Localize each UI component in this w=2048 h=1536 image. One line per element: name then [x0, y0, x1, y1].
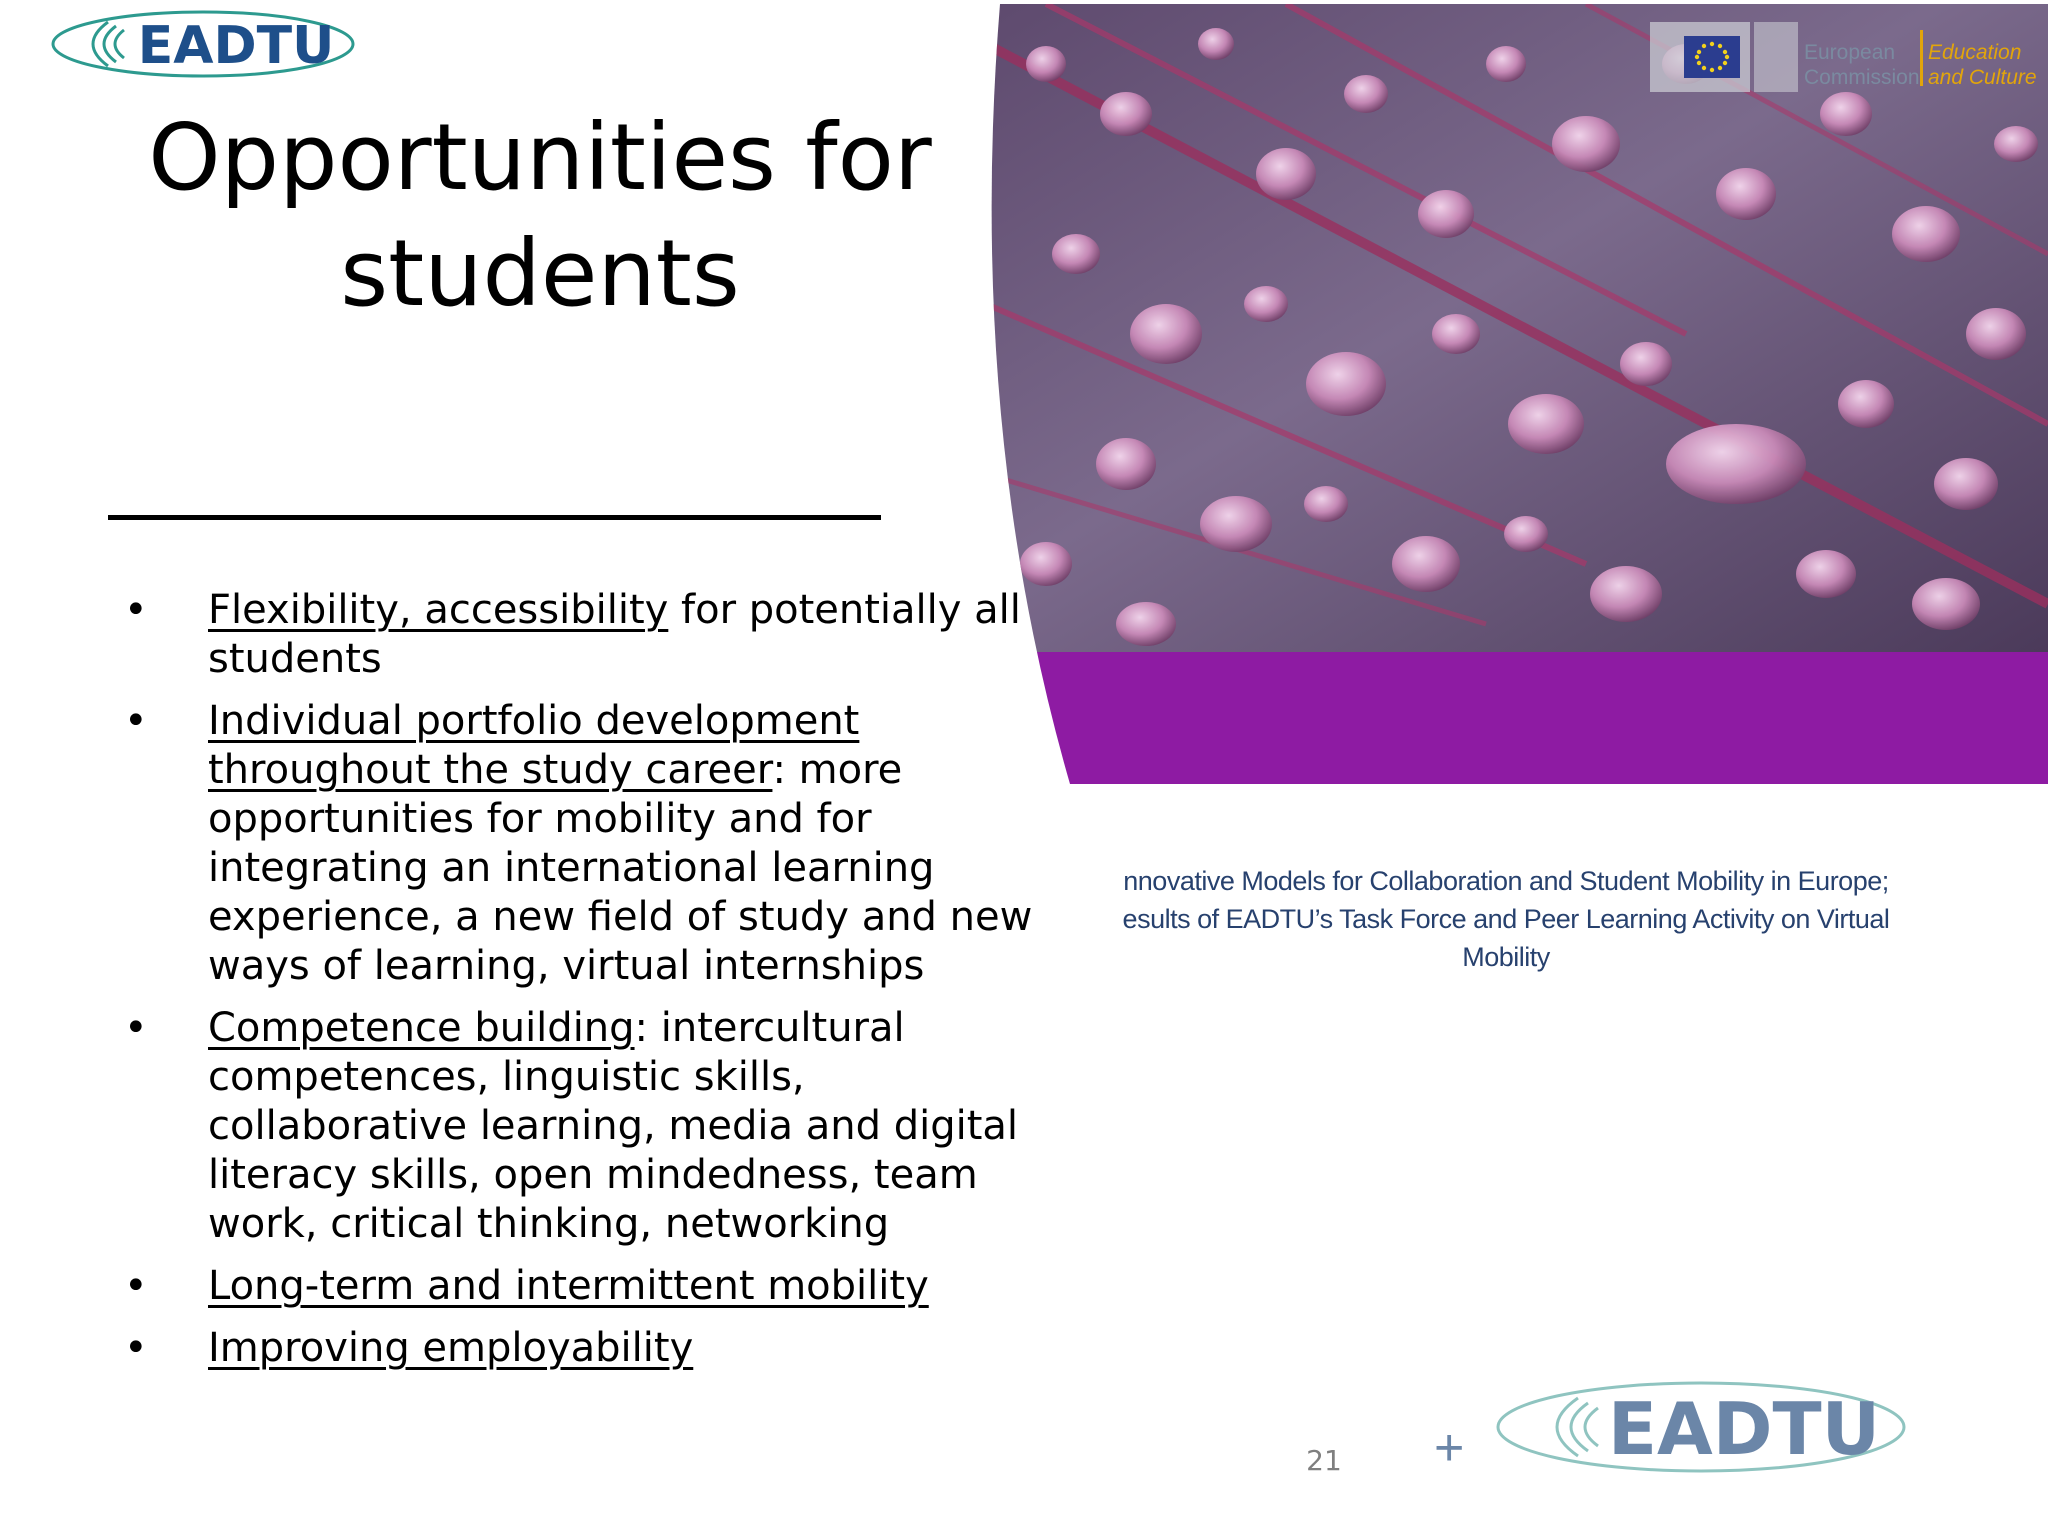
european-commission-label [1804, 40, 1920, 90]
bullet-underlined-text: Flexibility, accessibility [208, 587, 669, 633]
ec-dg-line1: Education [1928, 41, 2022, 64]
eadtu-logo-top [50, 8, 356, 80]
bullet-underlined-text: Competence building [208, 1005, 635, 1051]
bullet-underlined-text: Long-term and intermittent mobility [208, 1263, 929, 1309]
bullet-item [120, 1262, 1050, 1311]
bullet-item [120, 1004, 1050, 1249]
eadtu-logo-bottom [1494, 1378, 1908, 1476]
page-number: 21 [1306, 1444, 1342, 1477]
bullet-item [120, 586, 1050, 684]
bullet-text: : more opportunities for mobility and for integrating an international learning experience, a new field of study and new ways of learning, virtual internships [208, 747, 1033, 989]
ec-dg-line2: and Culture [1928, 66, 2037, 89]
bullet-marker: • [124, 698, 148, 744]
report-cover-image [986, 4, 2048, 800]
slide-title-line1: Opportunities for [148, 104, 932, 211]
bullet-item [120, 697, 1050, 991]
bullet-underlined-text: Improving employability [208, 1325, 694, 1371]
slide-title [60, 100, 1020, 332]
eadtu-logo-top-text: EADTU [137, 16, 335, 76]
report-caption-line1: nnovative Models for Collaboration and Student Mobility in Europe; [1123, 866, 1889, 896]
education-culture-label [1928, 40, 2037, 90]
eadtu-logo-bottom-text: EADTU [1607, 1387, 1881, 1471]
plus-icon: + [1434, 1419, 1465, 1477]
bullet-marker: • [124, 1263, 148, 1309]
eadtu-logo-top-graphic [50, 8, 356, 80]
ec-name-line1: European [1804, 41, 1896, 64]
report-caption [1096, 862, 1916, 976]
bullet-text: : intercultural competences, linguistic skills, collaborative learning, media and digital literacy skills, open mindedness, team work, critical thinking, networking [208, 1005, 1019, 1247]
bullet-list [120, 586, 1050, 1386]
bullet-marker: • [124, 1005, 148, 1051]
bullet-underlined-text: Individual portfolio development throughout the study career [208, 698, 860, 793]
bullet-text: for potentially all students [208, 587, 1021, 682]
slide-title-line2: students [340, 220, 740, 327]
bullet-marker: • [124, 587, 148, 633]
ec-name-line2: Commission [1804, 66, 1920, 89]
bullet-item [120, 1324, 1050, 1373]
eadtu-logo-bottom-graphic [1494, 1378, 1908, 1476]
title-divider [108, 515, 881, 520]
droplet-leaf-photo [986, 4, 2048, 800]
bullet-marker: • [124, 1325, 148, 1371]
report-caption-line3: Mobility [1462, 942, 1550, 972]
report-caption-line2: esults of EADTU’s Task Force and Peer Learning Activity on Virtual [1122, 904, 1890, 934]
